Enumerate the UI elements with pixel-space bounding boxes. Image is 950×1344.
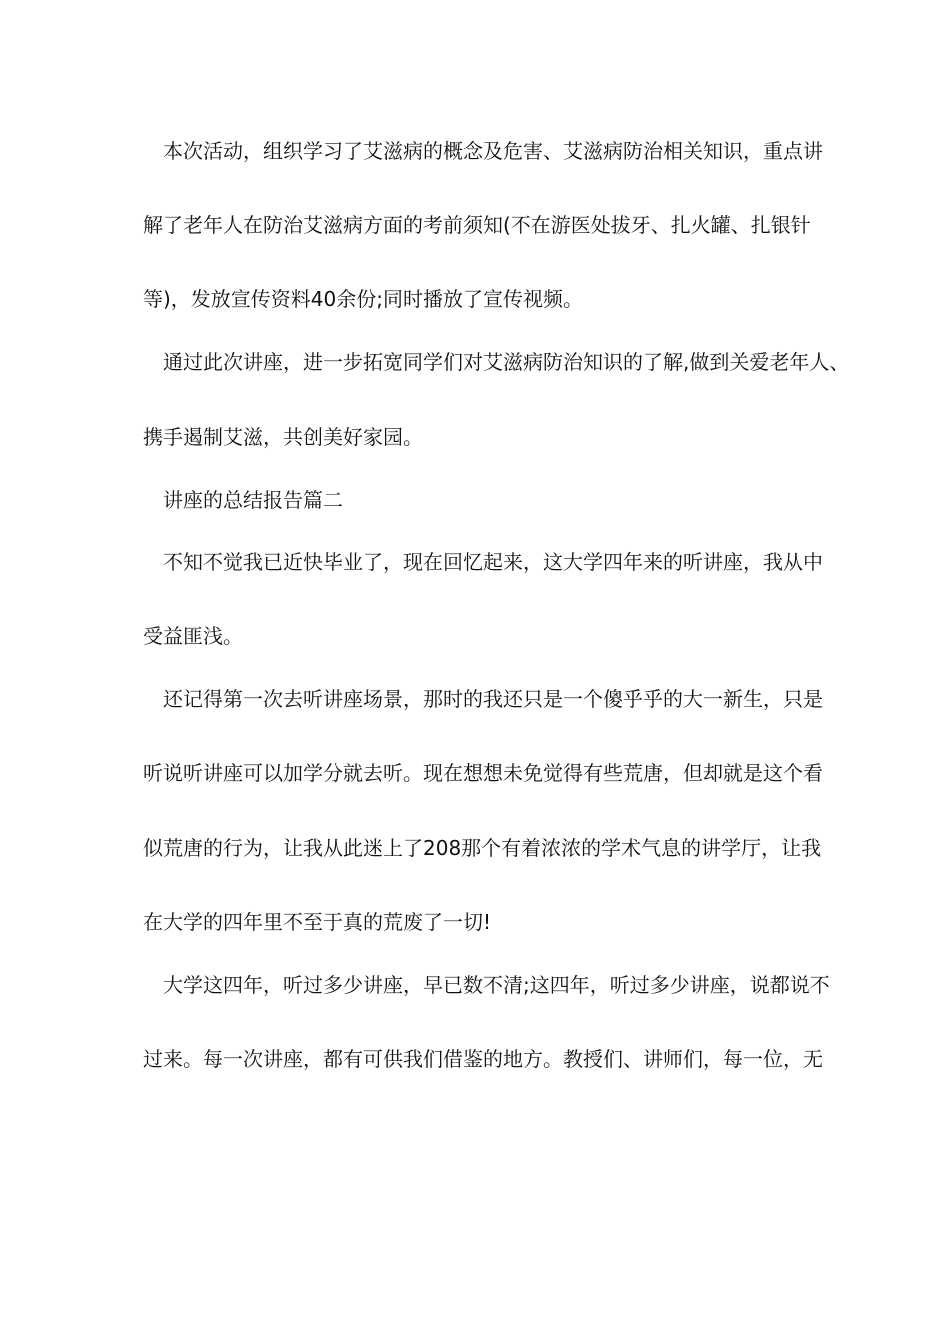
paragraph-1-line-1: 本次活动，组织学习了艾滋病的概念及危害、艾滋病防治相关知识，重点讲 bbox=[163, 139, 823, 163]
paragraph-5-line-1: 大学这四年，听过多少讲座，早已数不清;这四年，听过多少讲座，说都说不 bbox=[163, 973, 830, 997]
paragraph-2-line-1: 通过此次讲座，进一步拓宽同学们对艾滋病防治知识的了解,做到关爱老年人、 bbox=[163, 350, 850, 374]
paragraph-3-line-2: 受益匪浅。 bbox=[143, 624, 243, 648]
paragraph-4-line-4: 在大学的四年里不至于真的荒废了一切! bbox=[143, 910, 492, 934]
paragraph-3-line-1: 不知不觉我已近快毕业了，现在回忆起来，这大学四年来的听讲座，我从中 bbox=[163, 550, 823, 574]
paragraph-4-line-2: 听说听讲座可以加学分就去听。现在想想未免觉得有些荒唐，但却就是这个看 bbox=[143, 761, 823, 785]
paragraph-1-line-3: 等)，发放宣传资料40余份;同时播放了宣传视频。 bbox=[143, 287, 583, 311]
paragraph-2-line-2: 携手遏制艾滋，共创美好家园。 bbox=[143, 425, 423, 449]
paragraph-4-line-3: 似荒唐的行为，让我从此迷上了208那个有着浓浓的学术气息的讲学厅，让我 bbox=[143, 836, 822, 860]
paragraph-1-line-2: 解了老年人在防治艾滋病方面的考前须知(不在游医处拔牙、扎火罐、扎银针 bbox=[143, 213, 811, 237]
section-heading: 讲座的总结报告篇二 bbox=[163, 488, 343, 512]
paragraph-5-line-2: 过来。每一次讲座，都有可供我们借鉴的地方。教授们、讲师们，每一位，无 bbox=[143, 1047, 823, 1071]
paragraph-4-line-1: 还记得第一次去听讲座场景，那时的我还只是一个傻乎乎的大一新生，只是 bbox=[163, 687, 823, 711]
